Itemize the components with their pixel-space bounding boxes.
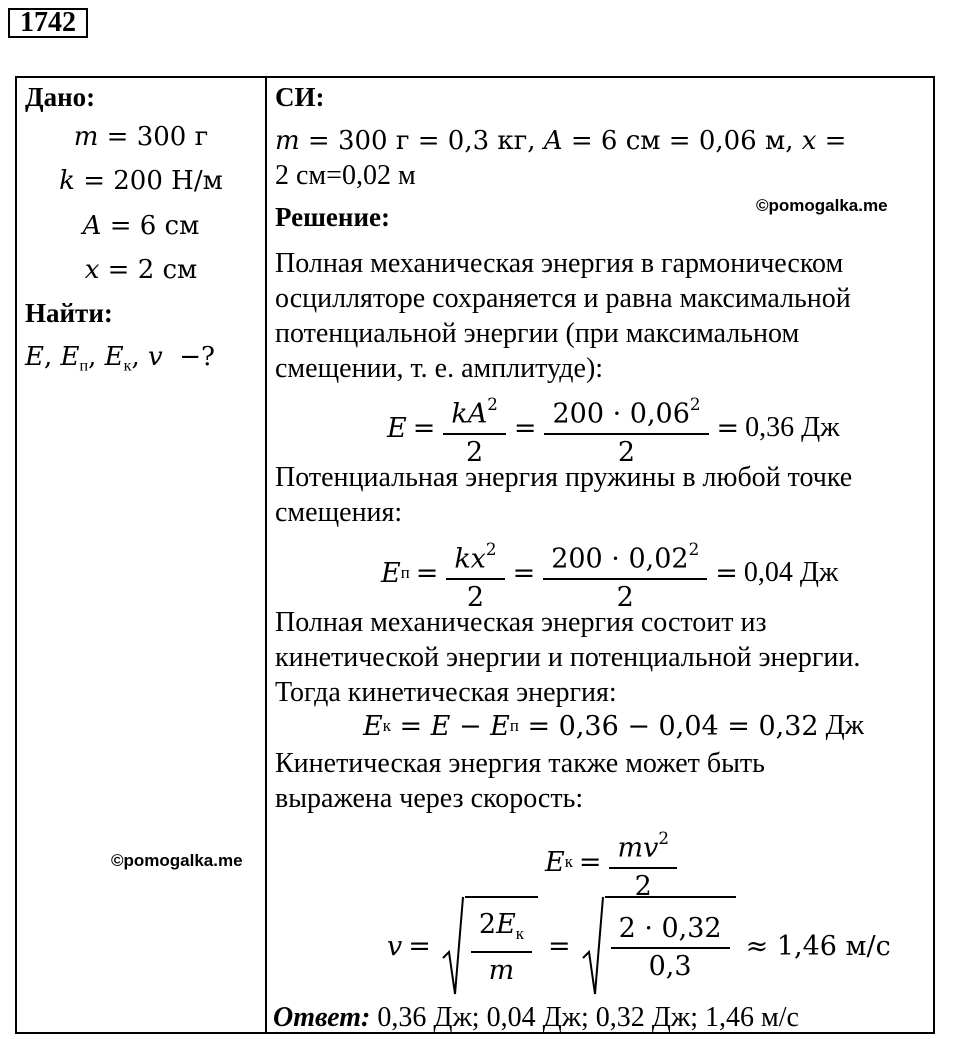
paragraph-4-line-1: Кинетическая энергия также может быть [275, 748, 765, 779]
paragraph-1-line-4: смещении, т. е. амплитуде): [275, 353, 604, 384]
answer-values: 0,36 Дж; 0,04 Дж; 0,32 Дж; 1,46 м/с [377, 1002, 799, 1033]
paragraph-3-line-1: Полная механическая энергия состоит из [275, 607, 767, 638]
equation-kinetic-velocity: E к = $\frac{mv^2}{2}$ [545, 820, 679, 905]
sqrt-symbol: $\frac{2E_к}{m}$ [441, 896, 538, 996]
given-mass: m = 300 г [73, 122, 209, 152]
si-line-2: 2 см=0,02 м [275, 160, 416, 191]
given-amplitude: A = 6 см [82, 211, 200, 241]
find-quantities: E, $E_п$, $E_к$, v −? [25, 342, 215, 375]
equation-potential-energy: E п = $\frac{kx^2}{2}$ = $\frac{200 \cdot 0,02^2}{2}$ = 0,04 Дж [381, 531, 838, 616]
total-energy-result: 0,36 Дж [745, 412, 840, 444]
paragraph-1-line-1: Полная механическая энергия в гармоническом [275, 248, 844, 279]
watermark-left: ©pomogalka.me [111, 851, 243, 870]
problem-number: 1742 [8, 8, 88, 38]
paragraph-1-line-2: осцилляторе сохраняется и равна максимальной [275, 283, 851, 314]
equation-total-energy: E = $\frac{kA^2}{2}$ = $\frac{200 \cdot 0,06^2}{2}$ = 0,36 Дж [387, 386, 840, 471]
si-line-1: m = 300 г = 0,3 кг, A = 6 см = 0,06 м, x = [275, 126, 847, 156]
paragraph-2-line-1: Потенциальная энергия пружины в любой точке [275, 462, 853, 493]
given-stiffness: k = 200 Н/м [59, 166, 223, 196]
equation-velocity: v = $\frac{2E_к}{m}$ = $\frac{2 \cdot 0,32}{0,3}$ ≈ 1,46 м/с [387, 896, 891, 996]
solution-table [15, 76, 935, 1034]
answer-label: Ответ: [273, 1002, 371, 1033]
paragraph-1-line-3: потенциальной энергии (при максимальном [275, 318, 800, 349]
given-displacement: x = 2 см [84, 255, 198, 285]
velocity-result: ≈ 1,46 м/с [745, 930, 891, 962]
potential-energy-result: 0,04 Дж [743, 557, 839, 589]
equation-kinetic-energy: E к = E − E п = 0,36 − 0,04 = 0,32 Дж [363, 710, 865, 742]
paragraph-2-line-2: смещения: [275, 497, 403, 528]
answer-line [273, 1002, 799, 1034]
column-divider [265, 78, 267, 1032]
paragraph-3-line-3: Тогда кинетическая энергия: [275, 677, 617, 708]
watermark-right: ©pomogalka.me [756, 196, 888, 215]
paragraph-3-line-2: кинетической энергии и потенциальной энергии. [275, 642, 861, 673]
solution-header: Решение: [275, 202, 390, 232]
given-header: Дано: [25, 82, 96, 112]
sqrt-symbol: $\frac{2 \cdot 0,32}{0,3}$ [581, 896, 736, 996]
si-header: СИ: [275, 82, 325, 112]
find-header: Найти: [25, 298, 113, 328]
paragraph-4-line-2: выражена через скорость: [275, 783, 584, 814]
